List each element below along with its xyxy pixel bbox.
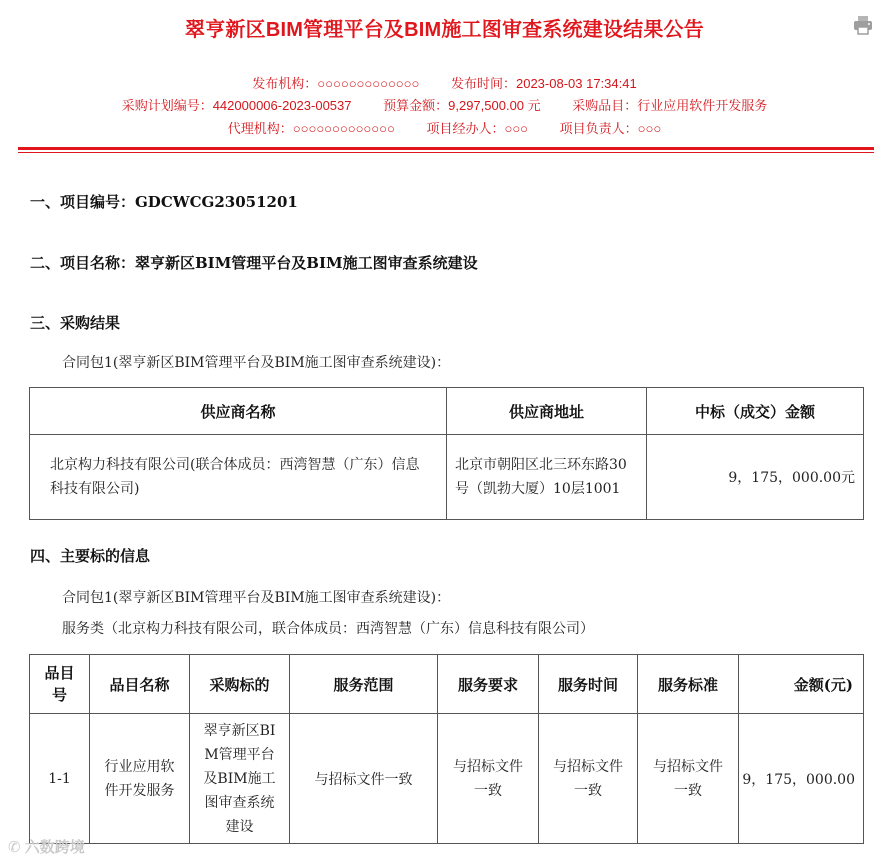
divider [18,147,874,150]
header-supplier-name: 供应商名称 [30,388,447,435]
printer-icon[interactable] [852,14,874,36]
package-label: 合同包1(翠亨新区BIM管理平台及BIM施工图审查系统建设)： [62,590,451,606]
table-row [30,714,864,844]
header-supplier-address: 供应商地址 [447,388,647,435]
header-subject: 采购标的 [190,655,290,714]
table-header-row [30,388,864,435]
meta-line-3 [0,118,889,137]
meta-line-2 [0,95,889,114]
award-amount: 9，175，000.00元 [647,435,864,520]
service-time: 与招标文件一致 [539,714,638,844]
section-project-number: 一、项目编号：GDCWCG23051201 [30,193,298,211]
result-table [29,387,864,520]
table-header-row [30,655,864,714]
service-scope: 与招标文件一致 [290,714,438,844]
header-item-name: 品目名称 [90,655,190,714]
table-row [30,435,864,520]
header-service-requirement: 服务要求 [438,655,539,714]
header-service-time: 服务时间 [539,655,638,714]
header-service-scope: 服务范围 [290,655,438,714]
item-name: 行业应用软件开发服务 [90,714,190,844]
amount: 9，175，000.00 [739,714,864,844]
page-title: 翠亨新区BIM管理平台及BIM施工图审查系统建设结果公告 [185,19,704,41]
publisher: 发布机构：○○○○○○○○○○○○○ [252,76,420,91]
meta-line-1 [0,73,889,92]
section-procurement-result: 三、采购结果 [30,314,121,332]
section-subject-info: 四、主要标的信息 [30,547,151,565]
section-project-name: 二、项目名称：翠亨新区BIM管理平台及BIM施工图审查系统建设 [30,254,478,272]
header-award-amount: 中标（成交）金额 [647,388,864,435]
package-label: 合同包1(翠亨新区BIM管理平台及BIM施工图审查系统建设)： [62,355,451,371]
subject-table [29,654,864,844]
plan-number: 采购计划编号：442000006-2023-00537 [121,98,352,113]
service-category: 服务类（北京构力科技有限公司，联合体成员：西湾智慧（广东）信息科技有限公司） [62,621,594,637]
supplier-address: 北京市朝阳区北三环东路30号（凯勃大厦）10层1001 [447,435,647,520]
budget-amount: 预算金额：9,297,500.00 元 [383,98,541,113]
service-requirement: 与招标文件一致 [438,714,539,844]
supplier-name: 北京构力科技有限公司(联合体成员：西湾智慧（广东）信息科技有限公司) [30,435,447,520]
item-no: 1-1 [30,714,90,844]
header-amount: 金额(元) [739,655,864,714]
project-handler: 项目经办人：○○○ [426,121,529,136]
header-item-no: 品目号 [30,655,90,714]
procurement-category: 采购品目：行业应用软件开发服务 [572,98,768,113]
header-service-standard: 服务标准 [638,655,739,714]
service-standard: 与招标文件一致 [638,714,739,844]
watermark: ✆ 六数跨境 [8,839,85,856]
procurement-subject: 翠亨新区BIM管理平台及BIM施工图审查系统建设 [190,714,290,844]
project-leader: 项目负责人：○○○ [559,121,662,136]
divider [18,152,874,153]
agency: 代理机构：○○○○○○○○○○○○○ [227,121,395,136]
publish-time: 发布时间：2023-08-03 17:34:41 [450,76,637,91]
watermark-logo-icon: ✆ [8,839,25,856]
